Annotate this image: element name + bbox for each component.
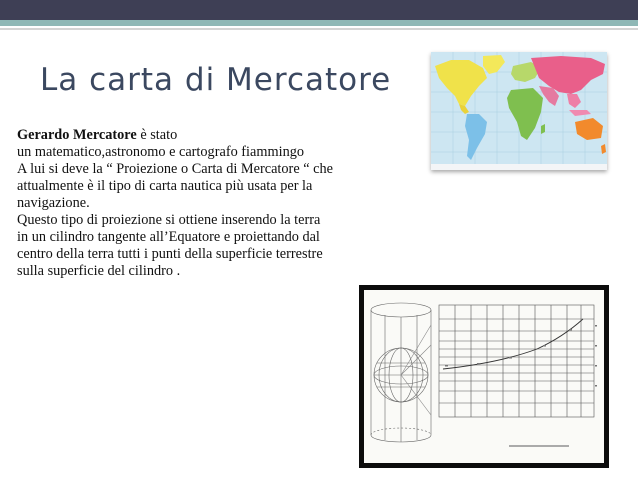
body-line-2: un matematico,astronomo e cartografo fiammingo xyxy=(17,144,305,160)
accent-band xyxy=(0,20,638,26)
divider-line xyxy=(0,28,638,30)
cylinder-projection-graphic xyxy=(359,285,609,468)
body-line-6: Questo tipo di proiezione si ottiene inserendo la terra xyxy=(17,212,321,228)
mercator-projection-diagram xyxy=(359,285,609,468)
world-map-graphic xyxy=(431,52,607,170)
person-name: Gerardo Mercatore xyxy=(17,127,137,143)
body-line-8: centro della terra tutti i punti della superficie terrestre xyxy=(17,246,323,262)
body-line-9: sulla superficie del cilindro . xyxy=(17,263,181,279)
world-map-image xyxy=(431,52,607,170)
body-line-3: A lui si deve la “ Proiezione o Carta di Mercatore “ che xyxy=(17,161,333,177)
body-line-5: navigazione. xyxy=(17,195,90,211)
body-line-7: in un cilindro tangente all’Equatore e proiettando dal xyxy=(17,229,320,245)
top-band xyxy=(0,0,638,20)
body-line-4: attualmente è il tipo di carta nautica più usata per la xyxy=(17,178,313,194)
slide-title: La carta di Mercatore xyxy=(40,62,392,98)
body-line-1: Gerardo Mercatore è stato xyxy=(17,127,178,143)
slide-body xyxy=(17,127,409,280)
